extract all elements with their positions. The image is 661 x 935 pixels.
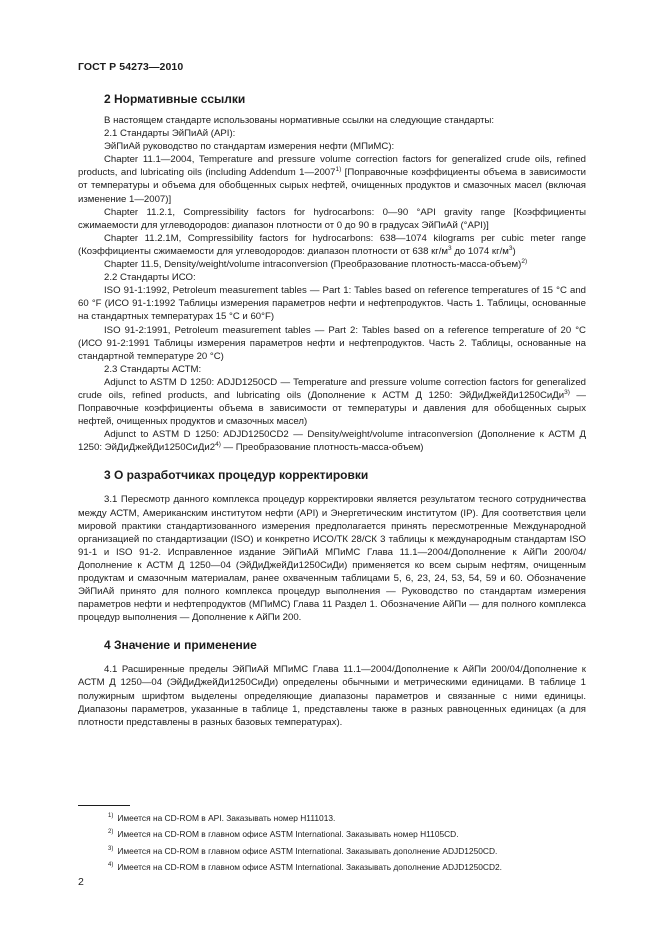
footnote-marker: 3) [564, 388, 570, 396]
footnote-marker: 2) [521, 258, 528, 266]
ref-text: Adjunct to ASTM D 1250: ADJD1250CD — Temperature and pressure volume correction factors for generalized crude oils, refined products, and lubricating oils (Дополнение к АСТМ Д 1250: ЭйДиДжейДи1250СиДи [78, 376, 586, 401]
footnote-divider [78, 805, 130, 806]
footnote-marker: 1) [335, 166, 342, 174]
ref-text: до 1074 кг/м [451, 245, 509, 257]
page-number: 2 [78, 876, 84, 888]
footnote-text: Имеется на CD-ROM в главном офисе ASTM International. Заказывать дополнение ADJD1250CD2. [117, 862, 502, 873]
footnote-mark: 2) [108, 829, 114, 836]
footnote-3 [78, 843, 586, 859]
ref-astm-adjd1250cd2 [78, 428, 586, 454]
standard-header: ГОСТ Р 54273—2010 [78, 61, 184, 73]
footnote-text: Имеется на CD-ROM в главном офисе ASTM International. Заказывать номер H1105CD. [117, 829, 459, 840]
ref-chapter-11-2-1m [78, 232, 586, 258]
ref-chapter-11-2-1: Chapter 11.2.1, Compressibility factors for hydrocarbons: 0—90 °API gravity range [Коэффициенты сжимаемости для углеводородов: диапазон плотности от 0 до 90 в градусах ЭйПиАй (°API)] [78, 206, 586, 231]
subsection-2-2: 2.2 Стандарты ИСО: [104, 272, 196, 284]
footnote-1 [78, 810, 586, 826]
ref-text: ) [512, 245, 516, 257]
ref-text: Chapter 11.1—2004, Temperature and pressure volume correction factors for generalized crude oils, refined products, and lubricating oils (including Addendum 1—2007 [78, 154, 586, 179]
ref-text: [Поправочные коэффициенты объема в зависимости от температуры и объема для обобщенных сырых нефтей, очищенных продуктов и смазочных масел (включая изменение 1—2007)] [78, 167, 587, 205]
ref-chapter-11-5 [78, 258, 586, 271]
footnote-marker: 4) [215, 441, 221, 449]
page-content [78, 86, 586, 729]
api-manual-ref: ЭйПиАй руководство по стандартам измерения нефти (МПиМС): [104, 141, 395, 153]
ref-text: Adjunct to ASTM D 1250: ADJD1250CD2 — Density/weight/volume intraconversion (Дополнение к АСТМ Д 1250: ЭйДиДжейДи1250СиДи2 [78, 429, 586, 454]
subsection-2-1: 2.1 Стандарты ЭйПиАй (API): [104, 128, 236, 140]
section-4-heading: 4 Значение и применение [104, 638, 257, 653]
footnote-4 [78, 859, 586, 875]
ref-iso-91-1: ISO 91-1:1992, Petroleum measurement tables — Part 1: Tables based on reference temperatures of 15 °C and 60 °F (ИСО 91-1:1992 Таблицы измерения параметров нефти и нефтепродуктов. Часть 1. Таблицы, основанные на стандартных температурах 15 °C и 60°F) [78, 285, 586, 323]
section-2-intro: В настоящем стандарте использованы нормативные ссылки на следующие стандарты: [104, 115, 495, 126]
section-3-heading: 3 О разработчиках процедур корректировки [104, 468, 369, 483]
ref-text: — Поправочные коэффициенты объема в зависимости от температуры и давления для обобщенных сырых нефтей, очищенных продуктов и смазочных масел) [78, 389, 586, 428]
footnote-text: Имеется на CD-ROM в главном офисе ASTM International. Заказывать дополнение ADJD1250CD. [117, 845, 498, 856]
ref-text: Chapter 11.2.1M, Compressibility factors for hydrocarbons: 638—1074 kilograms per cubic meter range (Коэффициенты сжимаемости для углеводородов: диапазон плотности от 638 кг/м [78, 232, 586, 257]
ref-astm-adjd1250cd [78, 376, 586, 428]
footnote-mark: 1) [108, 813, 114, 819]
footnotes [78, 810, 586, 876]
section-2-heading: 2 Нормативные ссылки [104, 92, 246, 106]
subsection-2-3: 2.3 Стандарты АСТМ: [104, 363, 202, 375]
superscript: 3 [448, 244, 452, 252]
footnote-text: Имеется на CD-ROM в API. Заказывать номер H111013. [117, 813, 336, 823]
paragraph-3-1: 3.1 Пересмотр данного комплекса процедур корректировки является результатом тесного сотрудничества между АСТМ, Американским институтом нефти (API) и Энергетическим институтом (IP). Для соответствия цели мировой практики стандартизованного измерения предполагается принять пересмотренные Международной организацией по стандартизации (ISO) и конкретно ИСО/ТК 28/СК 3 таблицы к международным стандартам ISO 91-1 и ISO 91-2. Исправленное издание ЭйПиАй МПиМС Глава 11.1—2004/Дополнение к АйПи 200/04/Дополнение к АСТМ Д 1250—04 (ЭйДиДжейДи1250СиДи) применяется ко всем сырым нефтям, очищенным продуктам и смазочным материалам, ранее охваченным таблицами 5, 6, 23, 24, 53, 54, 59 и 60. Обозначение ЭйПиАй принято для полного комплекса процедур выполнения — Руководство по стандартам измерения параметров нефти и нефтепродуктов (МПиМС) Глава 11 Раздел 1. Обозначение АйПи — для полного комплекса процедур выполнения — Дополнение к АйПи 200. [78, 494, 586, 624]
ref-chapter-11-1 [78, 153, 586, 205]
paragraph-4-1: 4.1 Расширенные пределы ЭйПиАй МПиМС Глава 11.1—2004/Дополнение к АйПи 200/04/Дополнение к АСТМ Д 1250—04 (ЭйДиДжейДи1250СиДи) определены обычными и метрическими единицами. В таблице 1 полужирным шрифтом выделены определяющие диапазоны параметров и связанные с ними единицы. Диапазоны параметров, указанные в таблице 1, представлены также в разных равноценных единицах (а для плотности представлены в разных базовых температурах). [78, 664, 586, 728]
superscript: 3 [508, 244, 513, 252]
ref-iso-91-2: ISO 91-2:1991, Petroleum measurement tables — Part 2: Tables based on a reference temperature of 20 °C (ИСО 91-2:1991 Таблицы измерения параметров нефти и нефтепродуктов. Часть 2. Таблицы, основанные на стандартной температуре 20 °C) [78, 324, 586, 362]
footnote-mark: 4) [108, 862, 114, 869]
footnote-2 [78, 826, 586, 842]
ref-text: — Преобразование плотность-масса-объем) [220, 442, 424, 454]
footnote-mark: 3) [108, 845, 114, 852]
ref-text: Chapter 11.5, Density/weight/volume intraconversion (Преобразование плотность-масса-объем) [104, 259, 522, 271]
